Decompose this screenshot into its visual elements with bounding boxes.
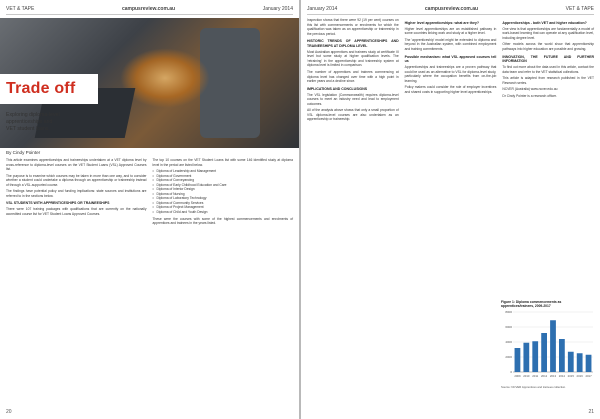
bar — [541, 333, 547, 372]
list-item: • Diploma of Government — [153, 174, 294, 179]
left-page — [0, 0, 299, 419]
date-label: January 2014 — [262, 6, 293, 12]
page-number-left: 20 — [6, 409, 12, 415]
paragraph: This article examines apprenticeships and traineeships undertaken at a VET diploma level by cross-reference to diploma-level courses on the VET Student Loans (VSL) Approved Courses list. — [6, 158, 147, 172]
paragraph: This article is adapted from research published in the VET Research series. — [502, 76, 595, 85]
author-note: Dr Cindy Pointer is a research officer. — [502, 93, 557, 98]
y-tick-label: 8000 — [505, 309, 512, 314]
chart-svg — [501, 309, 595, 381]
section-heading: HISTORIC TRENDS OF APPRENTICESHIPS AND TRAINEESHIPS AT DIPLOMA LEVEL — [307, 39, 399, 49]
y-tick-label: 2000 — [505, 354, 512, 359]
y-tick-label: 4000 — [505, 339, 512, 344]
figure-1 — [501, 300, 595, 398]
course-list — [153, 169, 294, 214]
paragraph: The findings have potential policy and funding implications: state sources and institutions are referred to in the sections below. — [6, 189, 147, 198]
x-tick-label: 2012 — [540, 373, 548, 378]
bar — [577, 353, 583, 372]
list-item: • Diploma of Conveyancing — [153, 178, 294, 183]
left-col-1 — [6, 158, 147, 228]
paragraph: To find out more about the data used in this article, contact the data team and refer to the VET statistical collections. — [502, 65, 595, 74]
right-col-2 — [405, 18, 497, 124]
section-label: VET & TAPE — [6, 6, 35, 12]
list-item: • Diploma of Early Childhood Education and Care — [153, 183, 294, 188]
paragraph: These were the courses with some of the highest commencements and enrolments of apprentices and trainees in the years listed. — [152, 216, 293, 226]
paragraph: Most Australian apprentices and trainees study at certificate III level but some study at higher qualification levels. The 'retraining' in the apprenticeship and traineeship system at diploma level is limited in comparison. — [307, 49, 399, 68]
section-heading: VSL STUDENTS WITH APPRENTICESHIPS OR TRAINEESHIPS — [6, 201, 110, 206]
bar — [550, 320, 556, 372]
paragraph: The number of apprentices and trainees commencing at diploma level has changed over time with a high point in earlier years and a decline since. — [307, 70, 399, 84]
x-tick-label: 2009 — [514, 373, 521, 378]
right-header — [307, 4, 594, 15]
x-tick-label: 2013 — [549, 373, 557, 378]
bar — [586, 354, 592, 371]
left-header — [6, 4, 293, 15]
date-label: January 2014 — [307, 6, 338, 12]
paragraph: The VSL legislation (Commonwealth) requires diploma-level courses to meet an industry need and lead to employment outcomes. — [307, 92, 399, 106]
list-item: • Diploma of Child and Youth Design — [153, 210, 294, 215]
list-item: • Diploma of Leadership and Management — [153, 169, 294, 174]
chart-note: Source: NCVER Apprentices and trainees collection. — [501, 384, 566, 389]
section-heading: Possible mechanism: what VSL approved courses tell us — [404, 54, 497, 64]
section-heading: IMPLICATIONS AND CONCLUSIONS — [307, 86, 368, 91]
list-item: • Diploma of Project Management — [153, 205, 294, 210]
y-tick-label: 0 — [510, 369, 512, 374]
contact-line: NCVER (Australia) www.ncver.edu.au — [502, 87, 558, 92]
paragraph: One view is that apprenticeships are fundamentally a model of work-based learning that can operate at any qualification level, including degree level. — [502, 26, 595, 40]
right-col-3 — [502, 18, 594, 124]
paragraph: There were 107 training packages with qualifications that are currently on the nationally accredited course list for VET Student Loans Approved Courses. — [6, 207, 147, 216]
paragraph: Higher level apprenticeships are an established pathway in some countries linking work and study at a higher level. — [404, 26, 497, 36]
x-tick-label: 2011 — [532, 373, 539, 378]
paragraph: The purpose is to examine which courses may be taken in more than one way, and to consider whether a student could undertake a diploma through an apprenticeship or traineeship instead of through a VSL-supported course. — [6, 173, 147, 187]
list-item: • Diploma of Community Services — [153, 201, 294, 206]
right-page — [301, 0, 600, 419]
hero-spark — [120, 48, 210, 108]
paragraph: The 'apprenticeship' model might be extended to diploma and beyond in the Australian system, with combined employment and training commitments. — [404, 37, 497, 52]
bar — [559, 339, 565, 372]
y-tick-label: 6000 — [505, 324, 512, 329]
list-item: • Diploma of Laboratory Technology — [153, 196, 294, 201]
paragraph: Policy makers could consider the role of employer incentives and shared costs in supporting higher level apprenticeships. — [404, 85, 497, 94]
list-item: • Diploma of Nursing — [153, 192, 294, 197]
paragraph: All of the analysis above shows that only a small proportion of VSL diploma-level courses are also undertaken as an apprenticeship or traineeship. — [307, 108, 399, 122]
bar — [515, 348, 521, 372]
left-col-2 — [153, 158, 294, 228]
section-heading: Higher level apprenticeships: what are they? — [404, 21, 479, 25]
left-columns — [6, 158, 293, 228]
x-tick-label: 2015 — [567, 373, 574, 378]
section-heading: Apprenticeships - both VET and higher education? — [502, 21, 587, 25]
x-tick-label: 2016 — [576, 373, 583, 378]
right-col-1 — [307, 18, 399, 124]
paragraph: Other models across the world show that apprenticeship pathways into higher education are possible and growing. — [502, 42, 595, 52]
chart-title: Figure 1: Diploma commencements as apprentices/trainees, 2009-2017 — [501, 300, 562, 309]
bar — [523, 342, 529, 371]
x-tick-label: 2010 — [523, 373, 530, 378]
x-tick-label: 2017 — [585, 373, 592, 378]
site-label: campusreview.com.au — [424, 6, 479, 12]
paragraph: Apprenticeships and traineeships are a proven pathway that could be used as an alternative to VSL for diploma-level study, particularly where the occupation benefits from on-the-job learning. — [404, 65, 497, 83]
site-label: campusreview.com.au — [121, 6, 176, 12]
paragraph: Inspection shows that there were 92 (19 per cent) courses on this list with commencements or enrolments for which the qualification was taken as an apprenticeship or traineeship in the previous period. — [307, 18, 399, 36]
right-columns — [307, 18, 594, 124]
article-subtitle: Exploring diploma-level apprenticeships and VET student loans. — [6, 112, 60, 133]
article-byline: By Cindy Pointer — [6, 150, 41, 155]
bar — [532, 341, 538, 372]
bar — [568, 351, 574, 371]
x-tick-label: 2014 — [558, 373, 566, 378]
article-title: Trade off — [6, 80, 76, 97]
paragraph: The top 10 courses on the VET Student Loans list with some 146 identified study at diploma level in the period are listed below. — [152, 158, 293, 167]
section-heading: INNOVATION, THE FUTURE AND FURTHER INFORMATION — [502, 54, 595, 64]
page-number-right: 21 — [588, 409, 594, 415]
list-item: • Diploma of Interior Design — [153, 187, 294, 192]
section-label: VET & TAPE — [565, 6, 594, 12]
